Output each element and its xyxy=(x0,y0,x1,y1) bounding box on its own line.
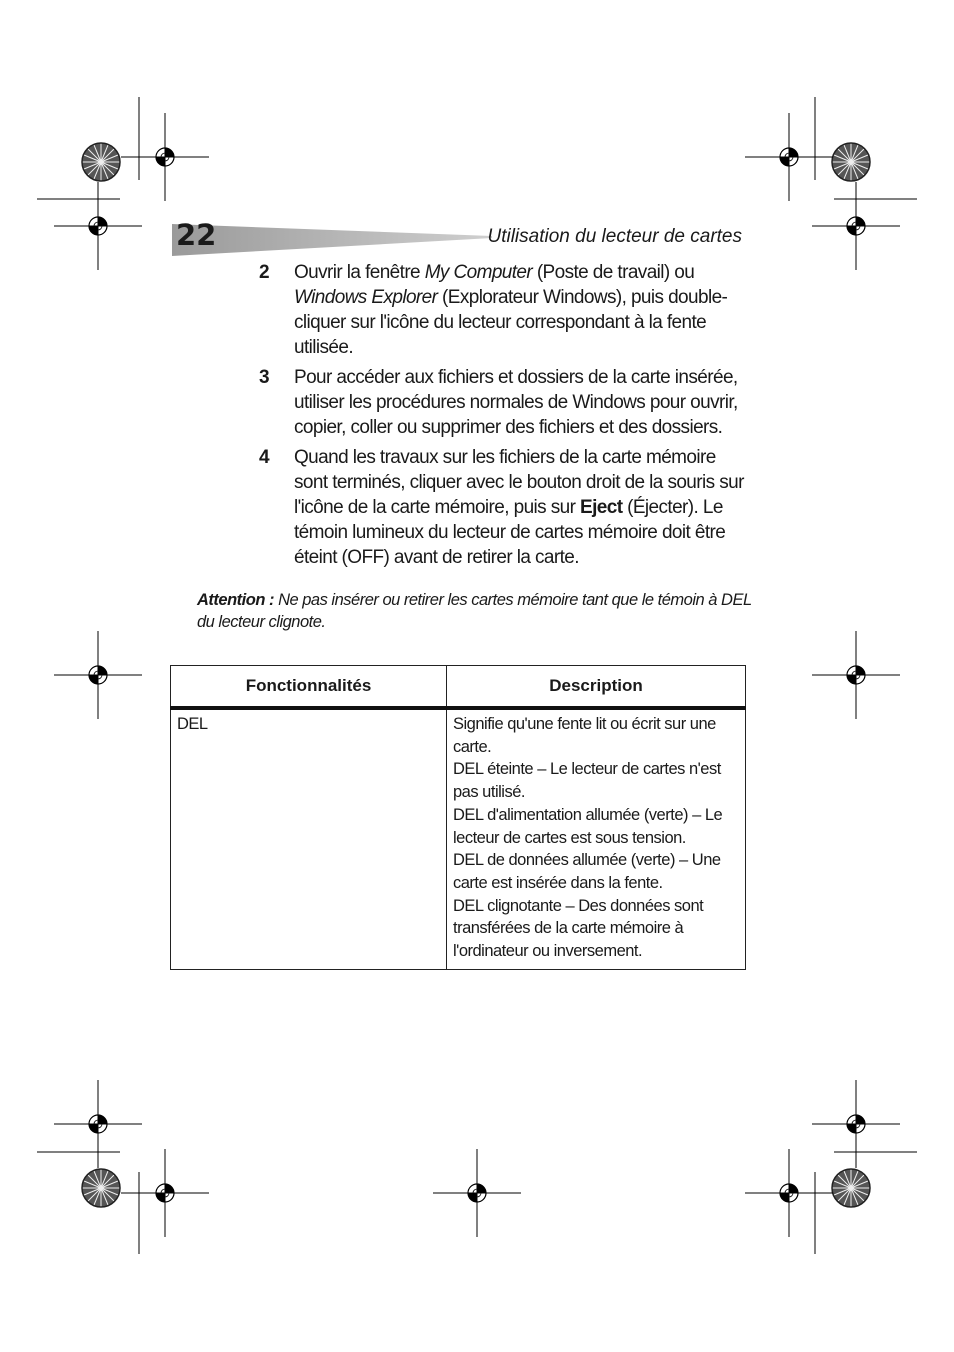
step-text-run: My Computer xyxy=(424,262,533,283)
step-text xyxy=(294,260,749,360)
description-line: DEL d'alimentation allumée (verte) – Le lecteur de cartes est sous tension. xyxy=(453,805,723,847)
note-label: Attention : xyxy=(197,591,274,609)
column-header-description: Description xyxy=(447,666,746,709)
attention-note xyxy=(197,589,757,633)
step-item xyxy=(259,260,749,360)
steps-list xyxy=(259,260,749,575)
running-title: Utilisation du lecteur de cartes xyxy=(487,226,742,247)
step-number: 4 xyxy=(259,447,270,468)
step-text-run: Pour accéder aux fichiers et dossiers de la carte insérée, utiliser les procédures normales de Windows pour ouvrir, copier, coller ou supprimer des fichiers et des dossiers. xyxy=(294,367,738,438)
step-text-run: Windows Explorer xyxy=(294,287,438,308)
step-text-run: Eject xyxy=(580,497,623,518)
step-text-run: (Explorateur Windows), puis double-cliquer sur l'icône du lecteur correspondant à la fente utilisée. xyxy=(294,287,728,358)
table-header-row xyxy=(171,666,746,709)
description-line: DEL clignotante – Des données sont transférées de la carte mémoire à l'ordinateur ou inversement. xyxy=(453,896,704,961)
step-number: 3 xyxy=(259,367,270,388)
table-row xyxy=(171,708,746,969)
step-item xyxy=(259,445,749,570)
features-table xyxy=(170,665,746,970)
description-line: DEL de données allumée (verte) – Une carte est insérée dans la fente. xyxy=(453,851,721,892)
description-cell xyxy=(447,708,746,969)
page-number: 22 xyxy=(176,218,217,252)
header-gradient-band xyxy=(172,224,492,256)
step-text xyxy=(294,365,749,440)
step-text-run: (Éjecter). Le témoin lumineux du lecteur de cartes mémoire doit être éteint (OFF) avant de retirer la carte. xyxy=(294,497,726,568)
step-text-run: Quand les travaux sur les fichiers de la carte mémoire sont terminés, cliquer avec le bouton droit de la souris sur l'icône de la carte mémoire, puis sur xyxy=(294,447,744,518)
description-line: Signifie qu'une fente lit ou écrit sur une carte. xyxy=(453,715,716,756)
feature-cell: DEL xyxy=(171,708,447,969)
note-text: Ne pas insérer ou retirer les cartes mémoire tant que le témoin à DEL du lecteur clignote. xyxy=(197,591,752,631)
description-line: DEL éteinte – Le lecteur de cartes n'est pas utilisé. xyxy=(453,760,721,802)
step-text xyxy=(294,445,749,570)
column-header-features: Fonctionnalités xyxy=(171,666,447,709)
step-item xyxy=(259,365,749,440)
step-text-run: (Poste de travail) ou xyxy=(532,262,695,283)
step-text-run: Ouvrir la fenêtre xyxy=(294,262,425,283)
step-number: 2 xyxy=(259,262,270,283)
